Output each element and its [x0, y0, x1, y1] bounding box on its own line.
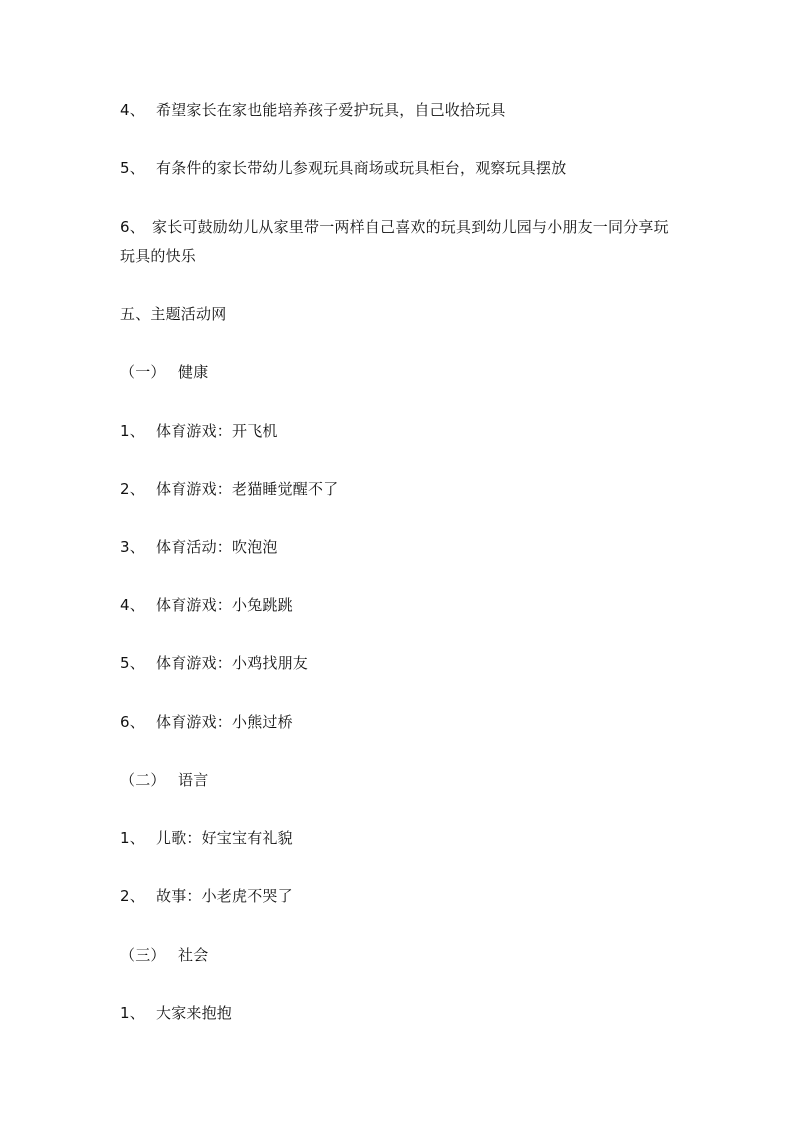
item-text: 体育活动：吹泡泡 [156, 538, 278, 556]
subsection-health-heading [120, 360, 208, 384]
item-text-continuation: 玩具的快乐 [120, 247, 197, 265]
item-number: 1、 [120, 1004, 145, 1022]
item-number: 1、 [120, 829, 145, 847]
subsection-title: 健康 [178, 363, 209, 381]
social-item-1 [120, 1001, 232, 1025]
item-text: 家长可鼓励幼儿从家里带一两样自己喜欢的玩具到幼儿园与小朋友一同分享玩 [152, 218, 669, 236]
item-number: 6、 [120, 218, 145, 236]
health-item-6 [120, 710, 293, 734]
subsection-mark: （三） [120, 946, 166, 964]
health-item-3 [120, 535, 278, 559]
item-number: 1、 [120, 422, 145, 440]
item-text: 体育游戏：老猫睡觉醒不了 [156, 480, 339, 498]
subsection-mark: （二） [120, 771, 166, 789]
item-text: 故事：小老虎不哭了 [156, 887, 293, 905]
language-item-2 [120, 884, 293, 908]
health-item-5 [120, 651, 308, 675]
parent-item-6 [120, 215, 669, 239]
item-number: 3、 [120, 538, 145, 556]
section-heading: 五、主题活动网 [120, 305, 227, 323]
parent-item-4 [120, 98, 506, 122]
item-number: 5、 [120, 654, 145, 672]
item-number: 4、 [120, 596, 145, 614]
item-text: 大家来抱抱 [156, 1004, 233, 1022]
item-number: 4、 [120, 101, 145, 119]
item-text: 希望家长在家也能培养孩子爱护玩具，自己收拾玩具 [156, 101, 506, 119]
item-number: 2、 [120, 887, 145, 905]
item-text: 儿歌：好宝宝有礼貌 [156, 829, 293, 847]
item-text: 体育游戏：小熊过桥 [156, 713, 293, 731]
parent-item-6-continuation [120, 244, 196, 268]
health-item-2 [120, 477, 338, 501]
health-item-4 [120, 593, 293, 617]
item-number: 5、 [120, 159, 145, 177]
subsection-title: 社会 [178, 946, 209, 964]
item-text: 体育游戏：小兔跳跳 [156, 596, 293, 614]
subsection-title: 语言 [178, 771, 209, 789]
language-item-1 [120, 826, 293, 850]
subsection-social-heading [120, 943, 208, 967]
item-number: 6、 [120, 713, 145, 731]
subsection-mark: （一） [120, 363, 166, 381]
health-item-1 [120, 419, 278, 443]
subsection-language-heading [120, 768, 208, 792]
item-number: 2、 [120, 480, 145, 498]
item-text: 体育游戏：小鸡找朋友 [156, 654, 309, 672]
parent-item-5 [120, 156, 566, 180]
item-text: 有条件的家长带幼儿参观玩具商场或玩具柜台，观察玩具摆放 [156, 159, 567, 177]
item-text: 体育游戏：开飞机 [156, 422, 278, 440]
